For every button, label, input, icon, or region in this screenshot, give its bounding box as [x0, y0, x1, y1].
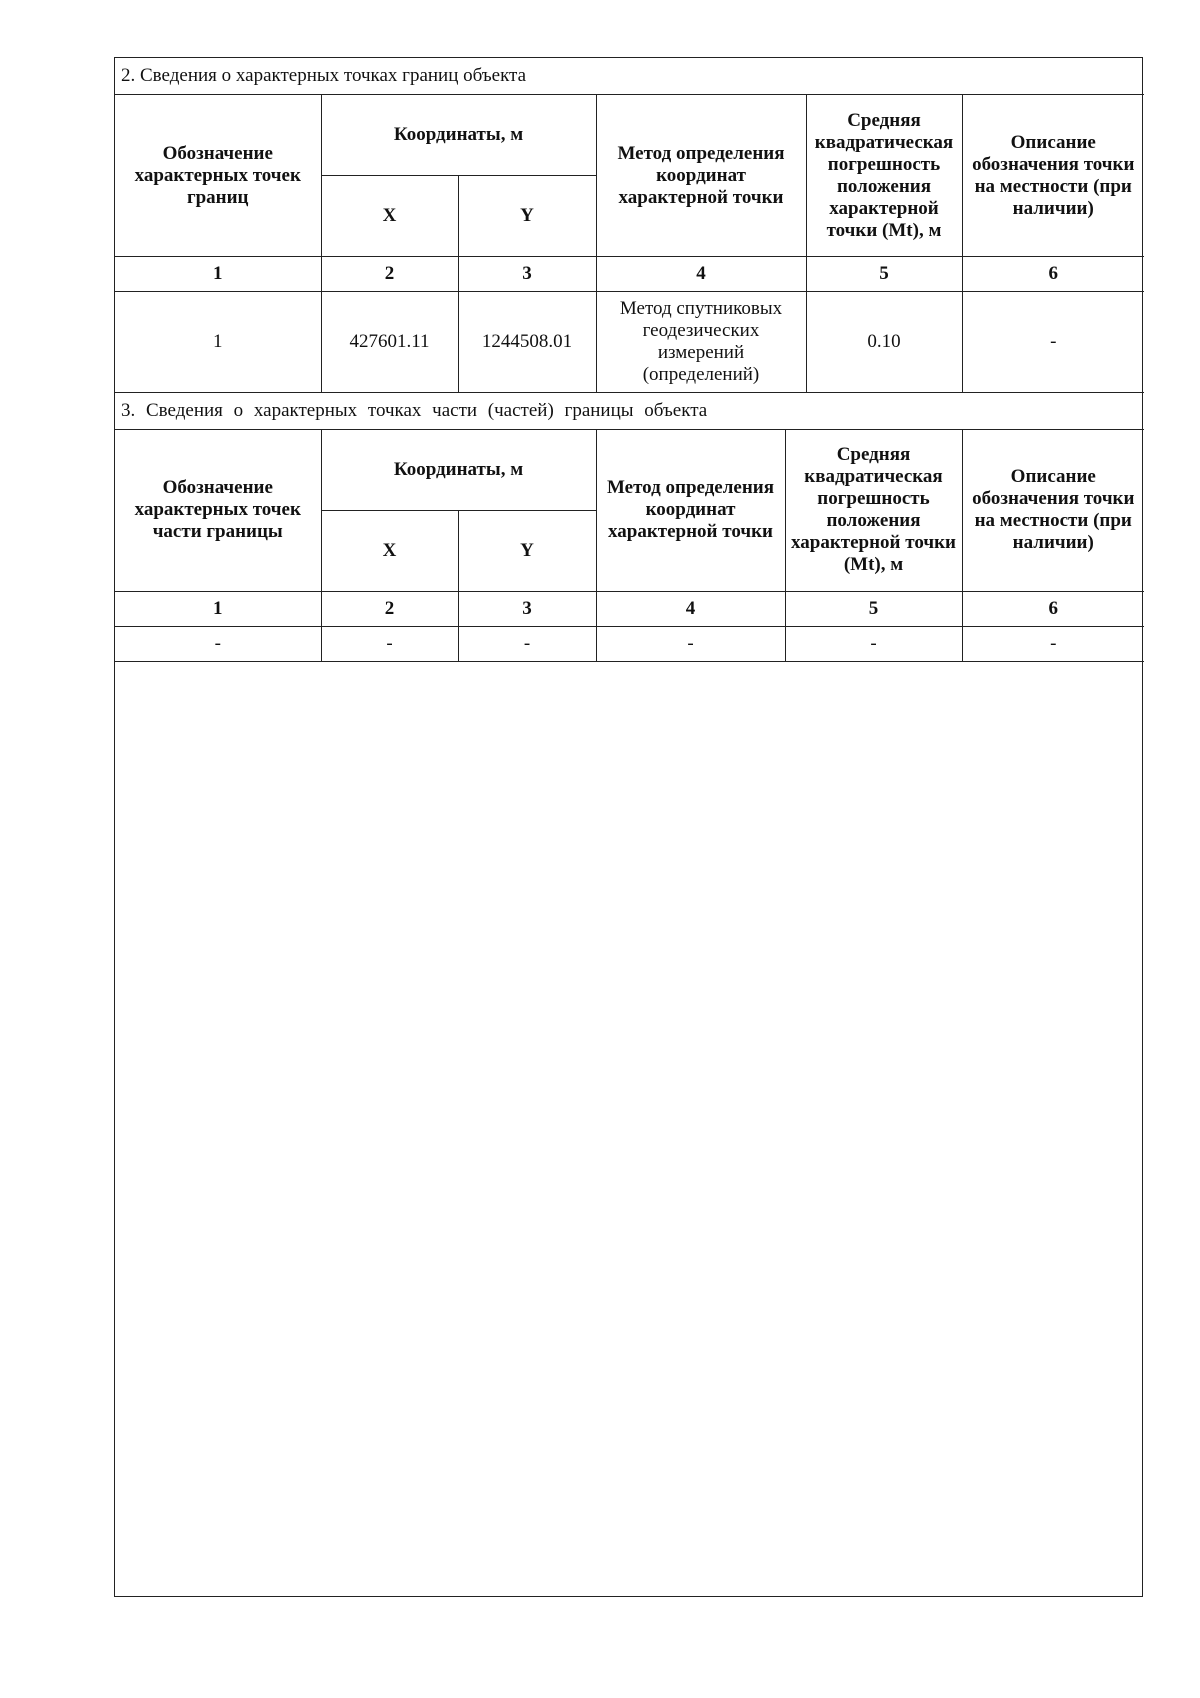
cell-x: - — [321, 626, 458, 661]
header-y: Y — [458, 176, 596, 257]
header-coords: Координаты, м — [321, 429, 596, 510]
cell-y: 1244508.01 — [458, 292, 596, 393]
section3-table — [115, 392, 1144, 662]
col-number: 1 — [115, 591, 321, 626]
cell-method: - — [596, 626, 785, 661]
header-mt: Средняя квадратическая погрешность положения характерной точки (Mt), м — [806, 95, 962, 257]
section2-header-row — [115, 95, 1144, 176]
header-description: Описание обозначения точки на местности (при наличии) — [962, 429, 1144, 591]
cell-point: 1 — [115, 292, 321, 393]
table-row — [115, 626, 1144, 661]
section3-col-numbers — [115, 591, 1144, 626]
col-number: 6 — [962, 257, 1144, 292]
col-number: 3 — [458, 257, 596, 292]
cell-point: - — [115, 626, 321, 661]
cell-y: - — [458, 626, 596, 661]
col-number: 6 — [962, 591, 1144, 626]
header-coords: Координаты, м — [321, 95, 596, 176]
document-frame — [114, 57, 1143, 1597]
header-method: Метод определения координат характерной точки — [596, 429, 785, 591]
header-description: Описание обозначения точки на местности (при наличии) — [962, 95, 1144, 257]
col-number: 1 — [115, 257, 321, 292]
section2-title: 2. Сведения о характерных точках границ объекта — [115, 58, 1144, 95]
col-number: 4 — [596, 257, 806, 292]
cell-method: Метод спутниковых геодезических измерений (определений) — [596, 292, 806, 393]
cell-mt: 0.10 — [806, 292, 962, 393]
cell-description: - — [962, 626, 1144, 661]
header-designation: Обозначение характерных точек части границы — [115, 429, 321, 591]
header-x: X — [321, 176, 458, 257]
table-row — [115, 292, 1144, 393]
header-method: Метод определения координат характерной точки — [596, 95, 806, 257]
cell-x: 427601.11 — [321, 292, 458, 393]
cell-description: - — [962, 292, 1144, 393]
col-number: 2 — [321, 257, 458, 292]
section3-title-row — [115, 392, 1144, 429]
col-number: 4 — [596, 591, 785, 626]
header-designation: Обозначение характерных точек границ — [115, 95, 321, 257]
header-y: Y — [458, 510, 596, 591]
header-mt: Средняя квадратическая погрешность положения характерной точки (Mt), м — [785, 429, 962, 591]
section2-col-numbers — [115, 257, 1144, 292]
section2-table — [115, 58, 1144, 393]
col-number: 2 — [321, 591, 458, 626]
cell-mt: - — [785, 626, 962, 661]
section2-title-row — [115, 58, 1144, 95]
col-number: 3 — [458, 591, 596, 626]
section3-title: 3. Сведения о характерных точках части (частей) границы объекта — [115, 392, 1144, 429]
section3-header-row — [115, 429, 1144, 510]
col-number: 5 — [806, 257, 962, 292]
col-number: 5 — [785, 591, 962, 626]
header-x: X — [321, 510, 458, 591]
